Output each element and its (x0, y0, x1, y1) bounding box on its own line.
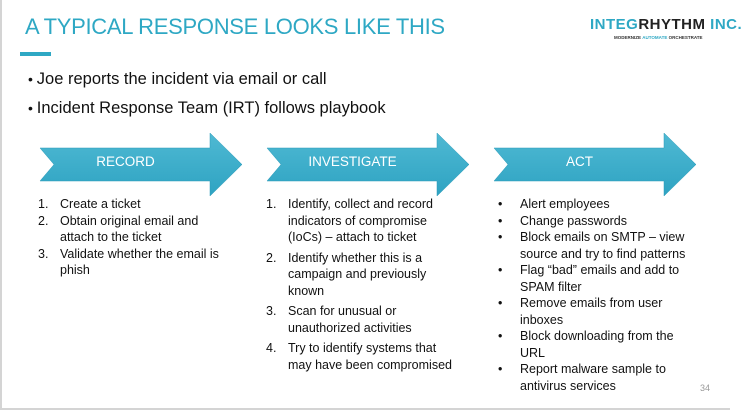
list-item: 2. Obtain original email and attach to the ticket (38, 213, 199, 244)
list-item: 3. Scan for unusual or unauthorized activities (266, 304, 412, 335)
step-list-investigate (266, 196, 461, 373)
step-label: RECORD (96, 154, 155, 169)
list-item: 4. Try to identify systems that may have been compromised (266, 341, 452, 372)
list-item: • Change passwords (498, 213, 628, 228)
intro-bullets (28, 65, 386, 123)
step-label: INVESTIGATE (308, 154, 397, 169)
step-label: ACT (566, 154, 593, 169)
step-list-act (498, 196, 698, 394)
list-item: • Flag “bad” emails and add to SPAM filter (498, 263, 680, 294)
list-item: 3. Validate whether the email is phish (38, 246, 219, 277)
list-item: • Report malware sample to antivirus services (498, 362, 666, 393)
list-item: 1. Create a ticket (38, 197, 141, 211)
slide-title: A TYPICAL RESPONSE LOOKS LIKE THIS (25, 14, 445, 39)
company-logo: INTEGRHYTHM INC. MODERNIZE AUTOMATE ORCHESTRATE (590, 16, 742, 40)
list-item: • Block downloading from the URL (498, 329, 674, 360)
bullet-item: • Joe reports the incident via email or call (28, 65, 386, 94)
title-underline (20, 52, 51, 56)
list-item: • Remove emails from user inboxes (498, 296, 663, 327)
list-item: 1. Identify, collect and record indicators of compromise (IoCs) – attach to ticket (266, 197, 433, 244)
step-arrow-investigate (265, 133, 470, 196)
bullet-item: • Incident Response Team (IRT) follows playbook (28, 94, 386, 123)
list-item: • Block emails on SMTP – view source and try to find patterns (498, 230, 686, 261)
list-item: 2. Identify whether this is a campaign and previously known (266, 250, 427, 298)
step-list-record (38, 196, 233, 279)
list-item: • Alert employees (498, 197, 610, 211)
page-number: 34 (700, 383, 711, 393)
step-arrow-record (38, 133, 243, 196)
step-arrow-act (492, 133, 697, 196)
